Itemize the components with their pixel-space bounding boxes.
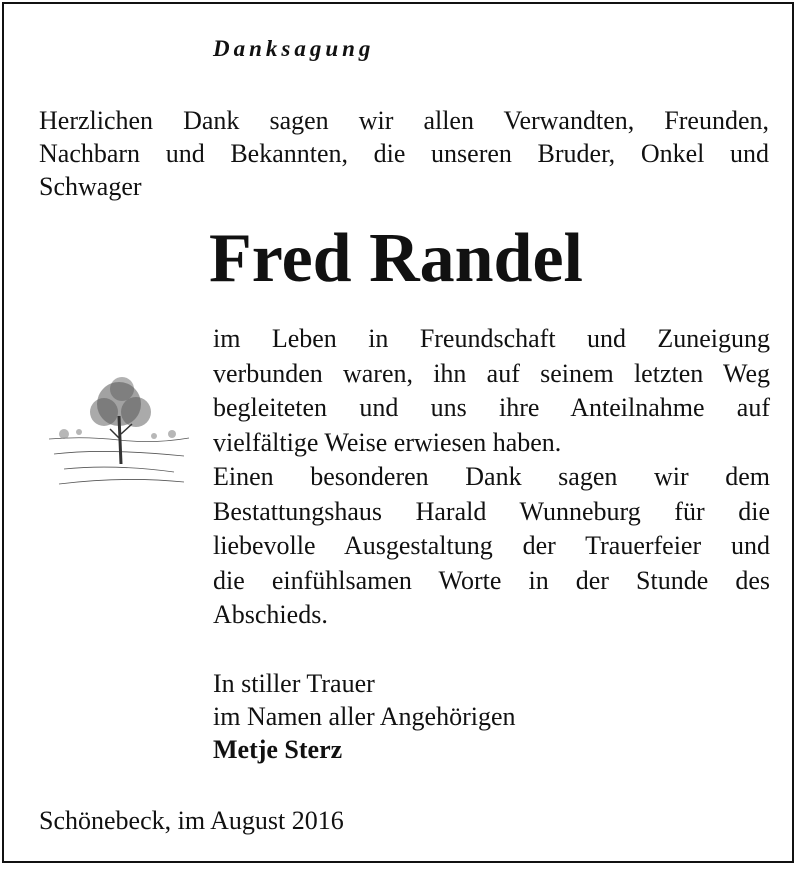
body-paragraph (213, 322, 770, 633)
closing-block (213, 667, 516, 766)
intro-line: Nachbarn und Bekannten, die unseren Bruder, Onkel und (39, 139, 769, 168)
closing-line: In stiller Trauer (213, 669, 375, 698)
body-line: vielfältige Weise erwiesen haben. (213, 427, 562, 457)
obituary-notice (2, 2, 794, 863)
place-date: Schönebeck, im August 2016 (39, 806, 344, 835)
notice-heading: Danksagung (213, 36, 375, 61)
body-line: im Leben in Freundschaft und Zuneigung (213, 324, 770, 353)
body-line: begleiteten und uns ihre Anteilnahme auf (213, 393, 770, 422)
body-line: liebevolle Ausgestaltung der Trauerfeier und (213, 531, 770, 560)
intro-line: Herzlichen Dank sagen wir allen Verwandten, Freunden, (39, 106, 769, 135)
intro-paragraph (39, 104, 769, 203)
body-line: die einfühlsamen Worte in der Stunde des (213, 565, 770, 595)
body-line: Einen besonderen Dank sagen wir dem (213, 462, 770, 491)
intro-line: Schwager (39, 172, 142, 201)
body-line: verbunden waren, ihn auf seinem letzten Weg (213, 358, 770, 388)
closing-line: im Namen aller Angehörigen (213, 702, 516, 731)
body-line: Abschieds. (213, 600, 328, 629)
deceased-name: Fred Randel (209, 220, 583, 297)
body-line: Bestattungshaus Harald Wunneburg für die (213, 496, 770, 526)
signer-name: Metje Sterz (213, 735, 343, 764)
tree-illustration-icon (44, 344, 194, 504)
